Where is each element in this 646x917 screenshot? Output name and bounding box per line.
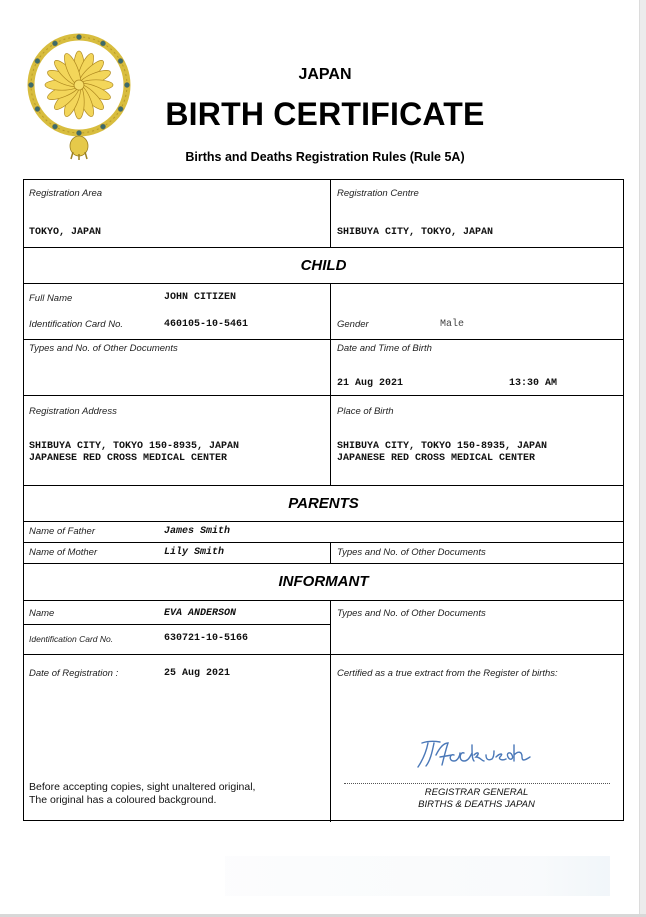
- registration-date-value: 25 Aug 2021: [164, 668, 231, 679]
- registration-centre-label: Registration Centre: [337, 188, 419, 199]
- registration-centre-value: SHIBUYA CITY, TOKYO, JAPAN: [337, 227, 494, 238]
- emblem-gem: [76, 130, 81, 135]
- registrar-line-2: BIRTHS & DEATHS JAPAN: [418, 799, 535, 810]
- emblem-gem: [35, 58, 40, 63]
- registration-area-value: TOKYO, JAPAN: [29, 227, 102, 238]
- document-title: BIRTH CERTIFICATE: [165, 96, 485, 132]
- document-subtitle: Births and Deaths Registration Rules (Rule 5A): [185, 150, 465, 164]
- dob-date-value: 21 Aug 2021: [337, 378, 404, 389]
- registration-address-label: Registration Address: [29, 406, 117, 417]
- gender-value: Male: [440, 319, 465, 330]
- child-other-docs-label: Types and No. of Other Documents: [29, 343, 178, 354]
- divider: [24, 563, 623, 564]
- emblem-gem: [118, 58, 123, 63]
- divider: [24, 485, 623, 486]
- dob-time-value: 13:30 AM: [509, 378, 558, 389]
- child-full-name-value: JOHN CITIZEN: [164, 292, 237, 303]
- emblem-gem: [28, 82, 33, 87]
- divider: [24, 654, 623, 655]
- place-of-birth-label: Place of Birth: [337, 406, 394, 417]
- signature-line: [344, 783, 610, 784]
- divider: [24, 624, 330, 625]
- emblem-gem: [100, 124, 105, 129]
- divider: [24, 521, 623, 522]
- mother-name-value: Lily Smith: [164, 547, 225, 558]
- informant-name-label: Name: [29, 608, 55, 619]
- informant-id-value: 630721-10-5166: [164, 633, 249, 644]
- column-divider: [330, 283, 331, 485]
- mother-name-label: Name of Mother: [29, 547, 98, 558]
- registration-address-line1: SHIBUYA CITY, TOKYO 150-8935, JAPAN: [29, 441, 240, 452]
- registrar-title: [330, 787, 623, 811]
- dob-label: Date and Time of Birth: [337, 343, 432, 354]
- country-heading: JAPAN: [298, 66, 352, 83]
- informant-id-label: Identification Card No.: [29, 634, 114, 644]
- emblem-gem: [118, 106, 123, 111]
- child-id-label: Identification Card No.: [29, 319, 123, 330]
- child-full-name-label: Full Name: [29, 293, 73, 304]
- informant-section-title: INFORMANT: [278, 573, 369, 590]
- emblem-gem: [52, 124, 57, 129]
- emblem-gem: [52, 41, 57, 46]
- registrar-line-1: REGISTRAR GENERAL: [424, 787, 529, 798]
- registrar-signature: [414, 735, 539, 773]
- child-section-title: CHILD: [300, 257, 347, 274]
- registration-area-label: Registration Area: [29, 188, 103, 199]
- gender-label: Gender: [337, 319, 369, 330]
- divider: [24, 600, 623, 601]
- emblem-gem: [76, 34, 81, 39]
- divider: [24, 395, 623, 396]
- informant-name-value: EVA ANDERSON: [164, 608, 237, 619]
- informant-other-docs-label: Types and No. of Other Documents: [337, 608, 486, 619]
- child-id-value: 460105-10-5461: [164, 319, 249, 330]
- father-name-label: Name of Father: [29, 526, 95, 537]
- emblem-gem: [35, 106, 40, 111]
- page-edge: [639, 0, 646, 917]
- place-of-birth-line1: SHIBUYA CITY, TOKYO 150-8935, JAPAN: [337, 441, 548, 452]
- note-line-2: The original has a coloured background.: [29, 794, 217, 806]
- registration-date-label: Date of Registration :: [29, 668, 119, 679]
- emblem-gem: [124, 82, 129, 87]
- imperial-emblem-icon: [24, 30, 134, 160]
- divider: [24, 283, 623, 284]
- place-of-birth-line2: JAPANESE RED CROSS MEDICAL CENTER: [337, 453, 536, 464]
- certificate-form: [23, 179, 624, 821]
- father-name-value: James Smith: [164, 526, 231, 537]
- divider: [24, 339, 623, 340]
- divider: [24, 247, 623, 248]
- divider: [24, 542, 623, 543]
- certified-label: Certified as a true extract from the Register of births:: [337, 668, 558, 679]
- parents-section-title: PARENTS: [288, 495, 359, 512]
- faded-watermark: [225, 856, 610, 896]
- column-divider: [330, 542, 331, 563]
- emblem-gem: [100, 41, 105, 46]
- parents-other-docs-label: Types and No. of Other Documents: [337, 547, 486, 558]
- column-divider: [330, 180, 331, 247]
- registration-address-line2: JAPANESE RED CROSS MEDICAL CENTER: [29, 453, 228, 464]
- note-line-1: Before accepting copies, sight unaltered original,: [29, 781, 256, 793]
